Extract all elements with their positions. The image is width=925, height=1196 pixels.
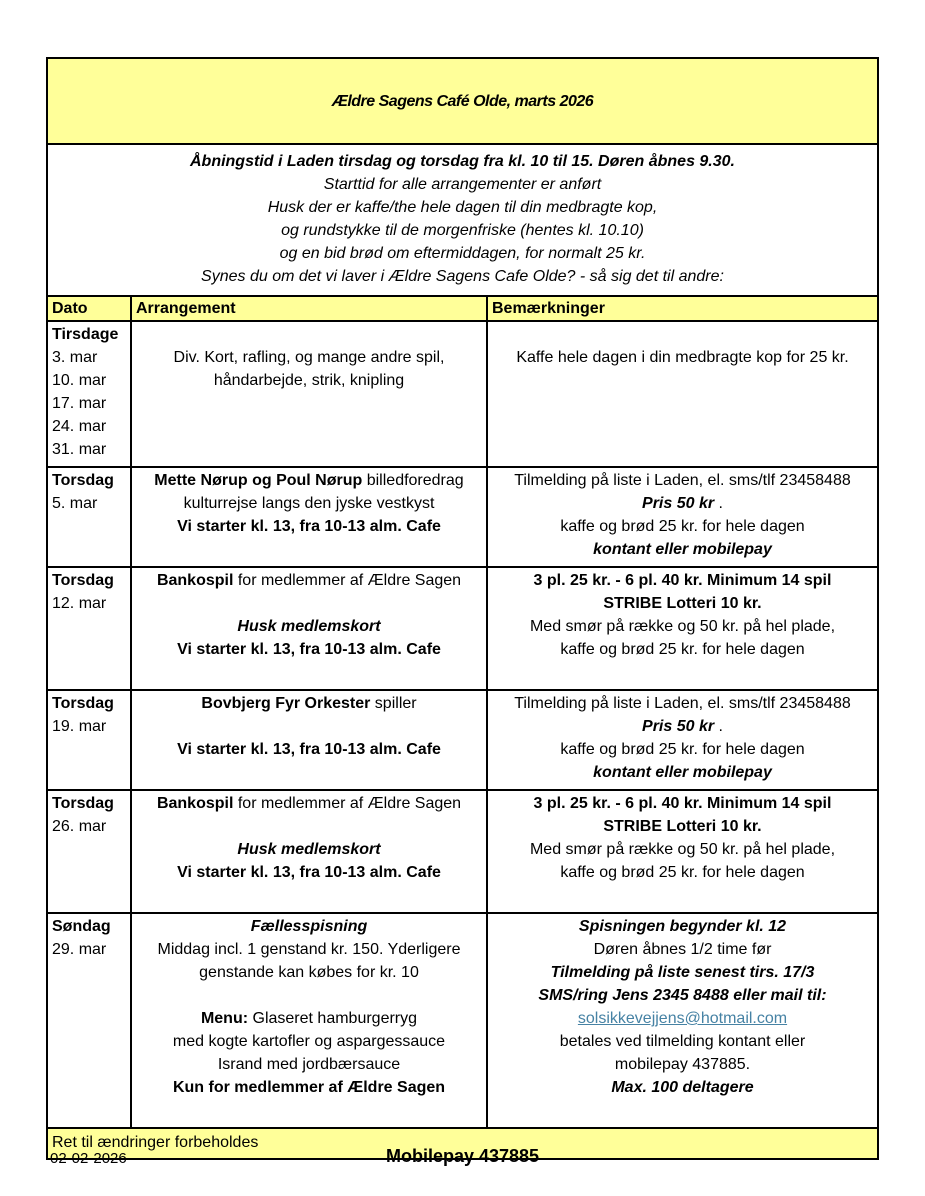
text-line [138, 346, 480, 369]
text-segment: Spisningen begynder kl. 12 [578, 918, 787, 935]
text-line [54, 173, 871, 196]
text-segment: Synes du om det vi laver i Ældre Sagens Cafe Olde? - så sig det til andre: [201, 268, 724, 285]
text-line [494, 592, 871, 615]
text-segment: 3. mar [52, 349, 98, 366]
text-line [138, 323, 480, 346]
text-segment: 3 pl. 25 kr. - 6 pl. 40 kr. Minimum 14 spil [533, 795, 832, 812]
cell-remarks [487, 790, 878, 913]
page-title: Ældre Sagens Café Olde, marts 2026 [47, 58, 878, 144]
text-segment: håndarbejde, strik, knipling [213, 372, 405, 389]
text-line [52, 469, 127, 492]
column-header-dato: Dato [47, 296, 131, 321]
text-segment: spiller [370, 695, 417, 712]
text-segment: Div. Kort, rafling, og mange andre spil, [173, 349, 445, 366]
text-segment: kaffe og brød 25 kr. for hele dagen [560, 641, 805, 658]
schedule-document [46, 57, 877, 1160]
text-segment: Åbningstid i Laden tirsdag og torsdag fra kl. 10 til 15. Døren åbnes 9.30. [189, 153, 735, 170]
text-line [138, 369, 480, 392]
text-line [54, 196, 871, 219]
text-segment: med kogte kartofler og aspargessauce [172, 1033, 446, 1050]
text-line [138, 792, 480, 815]
text-line [138, 638, 480, 661]
text-line [54, 219, 871, 242]
cell-date [47, 913, 131, 1128]
text-line [494, 815, 871, 838]
text-segment: Glaseret hamburgerryg [248, 1010, 418, 1027]
text-segment: Max. 100 deltagere [611, 1079, 754, 1096]
text-segment: Med smør på række og 50 kr. på hel plade, [529, 841, 836, 858]
cell-arrangement [131, 913, 487, 1128]
text-line [138, 961, 480, 984]
text-line [494, 638, 871, 661]
cell-remarks [487, 913, 878, 1128]
cell-arrangement [131, 690, 487, 790]
text-segment: Menu: [200, 1010, 249, 1027]
text-segment: Døren åbnes 1/2 time før [593, 941, 772, 958]
mobilepay-number: Mobilepay 437885 [385, 1146, 540, 1166]
text-segment: og rundstykke til de morgenfriske (hentes kl. 10.10) [281, 222, 644, 239]
text-line [138, 984, 480, 1007]
text-line [138, 592, 480, 615]
text-segment: Torsdag [52, 695, 114, 712]
text-segment: 24. mar [52, 418, 107, 435]
text-segment: 26. mar [52, 818, 107, 835]
text-segment: betales ved tilmelding kontant eller [559, 1033, 806, 1050]
text-line [54, 265, 871, 288]
text-line [52, 792, 127, 815]
text-segment: 31. mar [52, 441, 107, 458]
schedule-table [46, 57, 879, 1160]
text-segment: Isrand med jordbærsauce [217, 1056, 401, 1073]
text-line [52, 323, 127, 346]
cell-arrangement [131, 321, 487, 467]
text-line [138, 515, 480, 538]
column-header-bemaerkninger: Bemærkninger [487, 296, 878, 321]
text-segment: Husk der er kaffe/the hele dagen til din medbragte kop, [267, 199, 658, 216]
text-line [494, 569, 871, 592]
table-row [47, 790, 878, 913]
cell-arrangement [131, 790, 487, 913]
text-segment: 5. mar [52, 495, 98, 512]
intro-row [47, 144, 878, 296]
text-line [494, 515, 871, 538]
text-segment: Vi starter kl. 13, fra 10-13 alm. Cafe [177, 641, 441, 658]
text-line [138, 569, 480, 592]
text-segment: 3 pl. 25 kr. - 6 pl. 40 kr. Minimum 14 spil [533, 572, 832, 589]
text-segment: Kaffe hele dagen i din medbragte kop for 25 kr. [516, 349, 849, 366]
cell-remarks [487, 567, 878, 690]
text-line [138, 692, 480, 715]
text-line [138, 715, 480, 738]
text-segment: kulturrejse langs den jyske vestkyst [183, 495, 435, 512]
text-line [52, 392, 127, 415]
table-row [47, 321, 878, 467]
text-line [52, 815, 127, 838]
table-row [47, 913, 878, 1128]
text-segment: Bankospil [156, 795, 234, 812]
intro-text [47, 144, 878, 296]
header-row [47, 296, 878, 321]
text-line [494, 761, 871, 784]
text-line [138, 1030, 480, 1053]
text-segment: Fællesspisning [250, 918, 368, 935]
text-segment: kaffe og brød 25 kr. for hele dagen [560, 741, 805, 758]
text-line [494, 469, 871, 492]
text-segment: Mette Nørup og Poul Nørup [154, 472, 363, 489]
text-line [494, 346, 871, 369]
text-segment: Pris 50 kr [642, 718, 715, 735]
text-line [52, 492, 127, 515]
cell-date [47, 690, 131, 790]
text-segment: Vi starter kl. 13, fra 10-13 alm. Cafe [177, 741, 441, 758]
text-line [52, 346, 127, 369]
text-line [494, 1007, 871, 1030]
text-segment: Torsdag [52, 472, 114, 489]
cell-date [47, 321, 131, 467]
text-line [494, 984, 871, 1007]
title-row [47, 58, 878, 144]
text-line [494, 861, 871, 884]
text-line [138, 738, 480, 761]
revision-date: 02-02-2026 [50, 1150, 127, 1167]
text-segment: billedforedrag [362, 472, 464, 489]
column-header-arrangement: Arrangement [131, 296, 487, 321]
text-segment: . [714, 718, 723, 735]
text-line [138, 1099, 480, 1122]
text-segment: Vi starter kl. 13, fra 10-13 alm. Cafe [177, 518, 441, 535]
text-line [494, 915, 871, 938]
text-segment: og en bid brød om eftermiddagen, for normalt 25 kr. [279, 245, 646, 262]
text-line [52, 692, 127, 715]
text-line [138, 615, 480, 638]
footer-note: Ret til ændringer forbeholdes [47, 1128, 878, 1159]
text-line [494, 792, 871, 815]
text-segment: Middag incl. 1 genstand kr. 150. Yderligere [157, 941, 461, 958]
text-segment: mobilepay 437885. [614, 1056, 751, 1073]
text-segment: genstande kan købes for kr. 10 [199, 964, 419, 981]
table-row [47, 567, 878, 690]
table-row [47, 690, 878, 790]
text-line [494, 961, 871, 984]
cell-arrangement [131, 567, 487, 690]
text-segment: Husk medlemskort [237, 618, 381, 635]
text-line [138, 884, 480, 907]
text-segment: 29. mar [52, 941, 107, 958]
cell-arrangement [131, 467, 487, 567]
text-segment: STRIBE Lotteri 10 kr. [603, 595, 762, 612]
text-line [138, 915, 480, 938]
text-segment: 10. mar [52, 372, 107, 389]
page-footer [0, 1144, 925, 1174]
text-line [494, 615, 871, 638]
text-line [494, 1030, 871, 1053]
table-row [47, 467, 878, 567]
cell-date [47, 567, 131, 690]
text-line [52, 715, 127, 738]
text-segment: 12. mar [52, 595, 107, 612]
text-line [494, 538, 871, 561]
text-line [494, 938, 871, 961]
text-segment: Torsdag [52, 572, 114, 589]
text-segment: . [714, 495, 723, 512]
text-segment: kontant eller mobilepay [593, 764, 772, 781]
email-link[interactable]: solsikkevejjens@hotmail.com [577, 1010, 788, 1027]
text-segment: Starttid for alle arrangementer er anført [323, 176, 602, 193]
text-line [52, 915, 127, 938]
text-segment: kaffe og brød 25 kr. for hele dagen [560, 864, 805, 881]
text-segment: 19. mar [52, 718, 107, 735]
text-segment: Bankospil [156, 572, 234, 589]
text-segment: Pris 50 kr [642, 495, 715, 512]
text-line [138, 1076, 480, 1099]
text-line [138, 838, 480, 861]
text-line [494, 1076, 871, 1099]
text-segment: Torsdag [52, 795, 114, 812]
text-segment: SMS/ring Jens 2345 8488 eller mail til: [538, 987, 827, 1004]
text-segment: Vi starter kl. 13, fra 10-13 alm. Cafe [177, 864, 441, 881]
text-line [494, 323, 871, 346]
text-segment: STRIBE Lotteri 10 kr. [603, 818, 762, 835]
text-line [138, 469, 480, 492]
text-line [494, 1053, 871, 1076]
text-line [52, 938, 127, 961]
text-line [138, 1053, 480, 1076]
text-segment: Tirsdage [52, 326, 119, 343]
text-line [494, 838, 871, 861]
text-line [494, 692, 871, 715]
text-segment: for medlemmer af Ældre Sagen [233, 572, 462, 589]
cell-date [47, 790, 131, 913]
cell-remarks [487, 321, 878, 467]
text-segment: Tilmelding på liste i Laden, el. sms/tlf 23458488 [514, 695, 851, 712]
text-line [494, 492, 871, 515]
text-line [138, 661, 480, 684]
text-line [138, 861, 480, 884]
text-line [52, 569, 127, 592]
text-segment: Husk medlemskort [237, 841, 381, 858]
text-line [52, 415, 127, 438]
text-segment: Søndag [52, 918, 111, 935]
text-line [138, 938, 480, 961]
text-segment: for medlemmer af Ældre Sagen [233, 795, 462, 812]
text-segment: 17. mar [52, 395, 107, 412]
text-line [138, 1007, 480, 1030]
text-line [54, 150, 871, 173]
cell-date [47, 467, 131, 567]
text-line [138, 815, 480, 838]
text-line [494, 738, 871, 761]
text-segment: Bovbjerg Fyr Orkester [201, 695, 371, 712]
text-line [494, 715, 871, 738]
text-line [138, 492, 480, 515]
cell-remarks [487, 690, 878, 790]
cell-remarks [487, 467, 878, 567]
text-line [52, 369, 127, 392]
schedule-body [47, 321, 878, 1128]
text-segment: Kun for medlemmer af Ældre Sagen [172, 1079, 446, 1096]
text-line [54, 242, 871, 265]
text-segment: kaffe og brød 25 kr. for hele dagen [560, 518, 805, 535]
text-segment: Tilmelding på liste senest tirs. 17/3 [550, 964, 815, 981]
text-segment: Tilmelding på liste i Laden, el. sms/tlf 23458488 [514, 472, 851, 489]
text-segment: Med smør på række og 50 kr. på hel plade, [529, 618, 836, 635]
text-segment: kontant eller mobilepay [593, 541, 772, 558]
text-line [52, 438, 127, 461]
text-line [52, 592, 127, 615]
